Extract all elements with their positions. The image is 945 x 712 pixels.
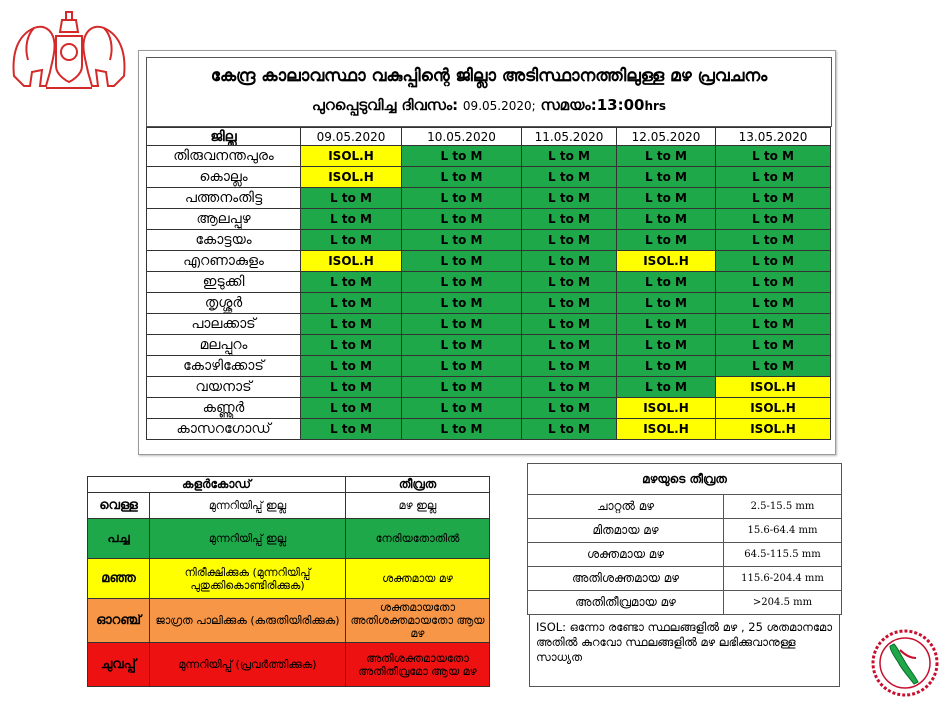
forecast-row bbox=[147, 188, 831, 209]
forecast-cell: L to M bbox=[716, 209, 831, 230]
time-value: 13:00 bbox=[596, 96, 645, 114]
forecast-cell: L to M bbox=[522, 314, 617, 335]
forecast-cell: L to M bbox=[402, 398, 522, 419]
legend-severity: മഴ ഇല്ല bbox=[346, 493, 490, 519]
time-label: സമയം: bbox=[540, 96, 597, 114]
intensity-range: 15.6-64.4 mm bbox=[724, 519, 842, 543]
intensity-row bbox=[528, 519, 842, 543]
legend-header-row bbox=[88, 477, 490, 493]
forecast-cell: L to M bbox=[402, 209, 522, 230]
forecast-cell: L to M bbox=[617, 356, 716, 377]
date-column-header: 13.05.2020 bbox=[716, 128, 831, 146]
legend-severity: നേരിയതോതിൽ bbox=[346, 519, 490, 559]
district-name: ഇടുക്കി bbox=[147, 272, 301, 293]
district-name: വയനാട് bbox=[147, 377, 301, 398]
kerala-map-logo-icon bbox=[870, 628, 940, 698]
date-column-header: 10.05.2020 bbox=[402, 128, 522, 146]
forecast-cell: L to M bbox=[522, 293, 617, 314]
issued-label: പുറപ്പെടുവിച്ച ദിവസം: bbox=[311, 96, 459, 114]
legend-row-red bbox=[88, 643, 490, 687]
forecast-row bbox=[147, 398, 831, 419]
legend-severity-header: തീവ്രത bbox=[346, 477, 490, 493]
forecast-cell: L to M bbox=[617, 377, 716, 398]
forecast-cell: L to M bbox=[402, 335, 522, 356]
intensity-label: മിതമായ മഴ bbox=[528, 519, 724, 543]
legend-color-name: ഓറഞ്ച് bbox=[88, 599, 150, 643]
forecast-cell: L to M bbox=[716, 314, 831, 335]
intensity-label: ശക്തമായ മഴ bbox=[528, 543, 724, 567]
forecast-cell: L to M bbox=[301, 293, 402, 314]
forecast-row bbox=[147, 146, 831, 167]
forecast-cell: ISOL.H bbox=[617, 251, 716, 272]
forecast-cell: L to M bbox=[716, 335, 831, 356]
state-emblem-icon bbox=[6, 6, 132, 92]
intensity-range: 115.6-204.4 mm bbox=[724, 567, 842, 591]
forecast-cell: L to M bbox=[617, 272, 716, 293]
forecast-row bbox=[147, 335, 831, 356]
forecast-cell: L to M bbox=[301, 272, 402, 293]
intensity-header: മഴയുടെ തീവ്രത bbox=[528, 464, 842, 495]
isol-note: ISOL: ഒന്നോ രണ്ടോ സ്ഥലങ്ങളിൽ മഴ , 25 ശതമാനമോ അതിൽ കുറവോ സ്ഥലങ്ങളിൽ മഴ ലഭിക്കുവാനുള്ള സാധ്യത bbox=[529, 614, 840, 687]
district-name: കോട്ടയം bbox=[147, 230, 301, 251]
forecast-cell: ISOL.H bbox=[301, 251, 402, 272]
forecast-cell: L to M bbox=[522, 377, 617, 398]
date-column-header: 12.05.2020 bbox=[617, 128, 716, 146]
forecast-cell: L to M bbox=[301, 335, 402, 356]
forecast-cell: L to M bbox=[522, 209, 617, 230]
forecast-row bbox=[147, 419, 831, 440]
district-name: കൊല്ലം bbox=[147, 167, 301, 188]
forecast-cell: L to M bbox=[522, 335, 617, 356]
forecast-cell: L to M bbox=[402, 293, 522, 314]
forecast-cell: L to M bbox=[617, 230, 716, 251]
forecast-cell: L to M bbox=[301, 398, 402, 419]
forecast-cell: L to M bbox=[522, 188, 617, 209]
forecast-cell: L to M bbox=[301, 356, 402, 377]
forecast-row bbox=[147, 230, 831, 251]
forecast-cell: L to M bbox=[522, 146, 617, 167]
forecast-cell: L to M bbox=[301, 377, 402, 398]
intensity-label: അതിശക്തമായ മഴ bbox=[528, 567, 724, 591]
forecast-row bbox=[147, 377, 831, 398]
district-name: മലപ്പുറം bbox=[147, 335, 301, 356]
forecast-cell: L to M bbox=[617, 335, 716, 356]
forecast-body bbox=[147, 146, 831, 440]
legend-code-header: കളർകോഡ് bbox=[88, 477, 346, 493]
forecast-cell: ISOL.H bbox=[617, 398, 716, 419]
forecast-cell: L to M bbox=[522, 356, 617, 377]
intensity-header-row bbox=[528, 464, 842, 495]
forecast-cell: L to M bbox=[617, 209, 716, 230]
intensity-row bbox=[528, 543, 842, 567]
forecast-cell: L to M bbox=[402, 377, 522, 398]
legend-severity: ശക്തമായ മഴ bbox=[346, 559, 490, 599]
legend-meaning: മുന്നറിയിപ്പ് ഇല്ല bbox=[150, 493, 346, 519]
legend-severity: ശക്തമായതോ അതിശക്തമായതോ ആയ മഴ bbox=[346, 599, 490, 643]
forecast-cell: L to M bbox=[716, 167, 831, 188]
district-name: എറണാകുളം bbox=[147, 251, 301, 272]
legend-row-white bbox=[88, 493, 490, 519]
district-name: ആലപ്പുഴ bbox=[147, 209, 301, 230]
date-column-header: 09.05.2020 bbox=[301, 128, 402, 146]
page-title: കേന്ദ്ര കാലാവസ്ഥാ വകുപ്പിന്റെ ജില്ലാ അടിസ്ഥാനത്തിലുള്ള മഴ പ്രവചനം bbox=[210, 66, 768, 86]
forecast-row bbox=[147, 272, 831, 293]
forecast-cell: L to M bbox=[522, 398, 617, 419]
forecast-cell: L to M bbox=[716, 188, 831, 209]
forecast-cell: L to M bbox=[522, 167, 617, 188]
forecast-cell: L to M bbox=[402, 188, 522, 209]
forecast-cell: L to M bbox=[617, 167, 716, 188]
color-code-legend bbox=[87, 476, 490, 687]
forecast-cell: L to M bbox=[402, 419, 522, 440]
date-column-header: 11.05.2020 bbox=[522, 128, 617, 146]
issued-line bbox=[147, 96, 831, 114]
forecast-cell: L to M bbox=[716, 251, 831, 272]
forecast-cell: L to M bbox=[716, 356, 831, 377]
intensity-row bbox=[528, 591, 842, 615]
legend-color-name: ചുവപ്പ് bbox=[88, 643, 150, 687]
forecast-row bbox=[147, 356, 831, 377]
intensity-row bbox=[528, 495, 842, 519]
legend-meaning: നിരീക്ഷിക്കുക (മുന്നറിയിപ്പ് പുതുക്കികൊണ്ടിരിക്കുക) bbox=[150, 559, 346, 599]
forecast-cell: L to M bbox=[716, 293, 831, 314]
legend-color-name: വെള്ള bbox=[88, 493, 150, 519]
district-name: കാസറഗോഡ് bbox=[147, 419, 301, 440]
legend-color-name: പച്ച bbox=[88, 519, 150, 559]
legend-row-orange bbox=[88, 599, 490, 643]
legend-severity: അതിശക്തമായതോ അതിതീവ്രമോ ആയ മഴ bbox=[346, 643, 490, 687]
forecast-cell: ISOL.H bbox=[716, 377, 831, 398]
forecast-cell: L to M bbox=[522, 230, 617, 251]
forecast-cell: L to M bbox=[402, 272, 522, 293]
district-name: കണ്ണൂർ bbox=[147, 398, 301, 419]
forecast-row bbox=[147, 314, 831, 335]
forecast-cell: L to M bbox=[617, 293, 716, 314]
forecast-cell: L to M bbox=[301, 230, 402, 251]
forecast-table bbox=[146, 127, 831, 440]
legend-row-green bbox=[88, 519, 490, 559]
forecast-cell: L to M bbox=[716, 230, 831, 251]
forecast-cell: L to M bbox=[522, 419, 617, 440]
forecast-cell: L to M bbox=[617, 146, 716, 167]
forecast-cell: ISOL.H bbox=[716, 419, 831, 440]
forecast-cell: ISOL.H bbox=[716, 398, 831, 419]
intensity-label: അതിതീവ്രമായ മഴ bbox=[528, 591, 724, 615]
legend-meaning: മുന്നറിയിപ്പ് ഇല്ല bbox=[150, 519, 346, 559]
intensity-range: >204.5 mm bbox=[724, 591, 842, 615]
forecast-cell: L to M bbox=[522, 251, 617, 272]
forecast-cell: L to M bbox=[617, 314, 716, 335]
district-column-header: ജില്ല bbox=[147, 128, 301, 146]
intensity-row bbox=[528, 567, 842, 591]
district-name: തിരുവനന്തപുരം bbox=[147, 146, 301, 167]
forecast-cell: L to M bbox=[522, 272, 617, 293]
forecast-cell: L to M bbox=[402, 230, 522, 251]
forecast-cell: ISOL.H bbox=[301, 167, 402, 188]
district-name: പാലക്കാട് bbox=[147, 314, 301, 335]
forecast-header-row bbox=[147, 128, 831, 146]
forecast-cell: L to M bbox=[402, 314, 522, 335]
forecast-cell: ISOL.H bbox=[617, 419, 716, 440]
issued-date: 09.05.2020; bbox=[462, 99, 536, 113]
forecast-cell: L to M bbox=[301, 314, 402, 335]
forecast-cell: L to M bbox=[301, 188, 402, 209]
forecast-row bbox=[147, 293, 831, 314]
intensity-range: 64.5-115.5 mm bbox=[724, 543, 842, 567]
district-name: തൃശ്ശൂർ bbox=[147, 293, 301, 314]
forecast-row bbox=[147, 209, 831, 230]
forecast-cell: L to M bbox=[617, 188, 716, 209]
time-unit: hrs bbox=[644, 99, 667, 113]
intensity-range: 2.5-15.5 mm bbox=[724, 495, 842, 519]
forecast-cell: L to M bbox=[301, 419, 402, 440]
forecast-cell: L to M bbox=[716, 272, 831, 293]
legend-row-yellow bbox=[88, 559, 490, 599]
district-name: പത്തനംതിട്ട bbox=[147, 188, 301, 209]
legend-color-name: മഞ്ഞ bbox=[88, 559, 150, 599]
forecast-row bbox=[147, 167, 831, 188]
forecast-cell: L to M bbox=[402, 167, 522, 188]
forecast-title-box bbox=[146, 57, 832, 127]
legend-meaning: മുന്നറിയിപ്പ് (പ്രവർത്തിക്കുക) bbox=[150, 643, 346, 687]
legend-meaning: ജാഗ്രത പാലിക്കുക (കരുതിയിരിക്കുക) bbox=[150, 599, 346, 643]
forecast-cell: L to M bbox=[716, 146, 831, 167]
forecast-cell: L to M bbox=[402, 356, 522, 377]
forecast-cell: L to M bbox=[402, 146, 522, 167]
district-name: കോഴിക്കോട് bbox=[147, 356, 301, 377]
rain-intensity-table bbox=[527, 463, 842, 615]
intensity-label: ചാറ്റൽ മഴ bbox=[528, 495, 724, 519]
forecast-cell: L to M bbox=[301, 209, 402, 230]
forecast-cell: ISOL.H bbox=[301, 146, 402, 167]
forecast-cell: L to M bbox=[402, 251, 522, 272]
forecast-row bbox=[147, 251, 831, 272]
